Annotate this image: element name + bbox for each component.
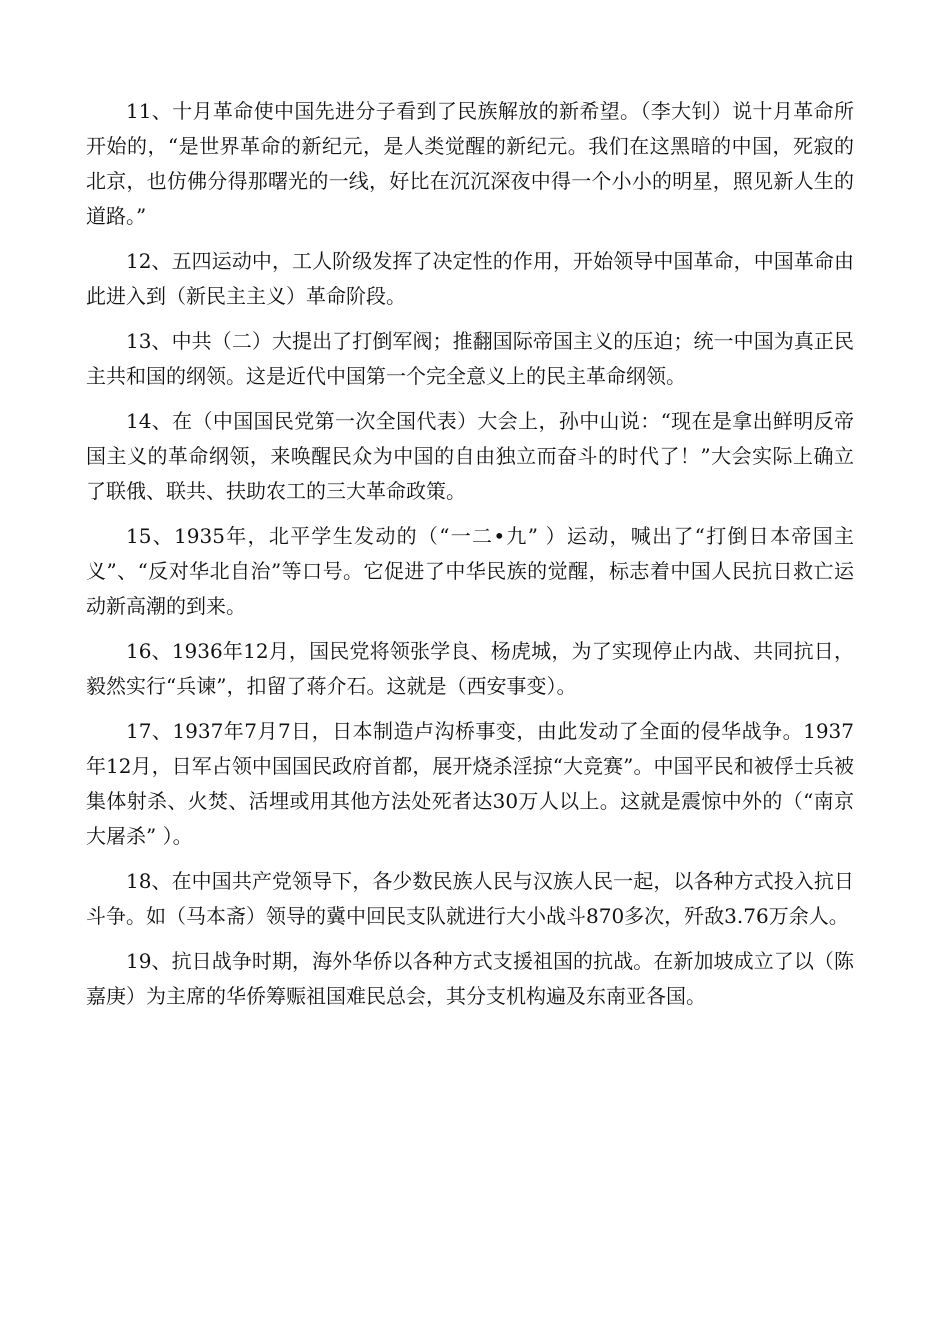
paragraph-12: 12、五四运动中，工人阶级发挥了决定性的作用，开始领导中国革命，中国革命由此进入到（新民主主义）革命阶段。: [86, 249, 854, 308]
paragraph-14: 14、在（中国国民党第一次全国代表）大会上，孙中山说：“现在是拿出鲜明反帝国主义的革命纲领，来唤醒民众为中国的自由独立而奋斗的时代了！”大会实际上确立了联俄、联共、扶助农工的三大革命政策。: [86, 409, 854, 503]
paragraph-17: 17、1937年7月7日，日本制造卢沟桥事变，由此发动了全面的侵华战争。1937年12月，日军占领中国国民政府首都，展开烧杀淫掠“大竞赛”。中国平民和被俘士兵被集体射杀、火焚、活埋或用其他方法处死者达30万人以上。这就是震惊中外的（“南京大屠杀” ）。: [86, 719, 854, 848]
document-page: [86, 94, 854, 1024]
paragraph-13: 13、中共（二）大提出了打倒军阀；推翻国际帝国主义的压迫；统一中国为真正民主共和国的纲领。这是近代中国第一个完全意义上的民主革命纲领。: [86, 329, 854, 388]
paragraph-19: 19、抗日战争时期，海外华侨以各种方式支援祖国的抗战。在新加坡成立了以（陈嘉庚）为主席的华侨筹赈祖国难民总会，其分支机构遍及东南亚各国。: [86, 949, 854, 1008]
paragraph-15: 15、1935年，北平学生发动的（“一二•九” ）运动，喊出了“打倒日本帝国主义”、“反对华北自治”等口号。它促进了中华民族的觉醒，标志着中国人民抗日救亡运动新高潮的到来。: [86, 524, 854, 618]
paragraph-16: 16、1936年12月，国民党将领张学良、杨虎城，为了实现停止内战、共同抗日，毅然实行“兵谏”，扣留了蒋介石。这就是（西安事变）。: [86, 639, 854, 698]
paragraph-18: 18、在中国共产党领导下，各少数民族人民与汉族人民一起，以各种方式投入抗日斗争。如（马本斋）领导的冀中回民支队就进行大小战斗870多次，歼敌3.76万余人。: [86, 869, 854, 928]
paragraph-11: 11、十月革命使中国先进分子看到了民族解放的新希望。（李大钊）说十月革命所开始的，“是世界革命的新纪元，是人类觉醒的新纪元。我们在这黑暗的中国，死寂的北京，也仿佛分得那曙光的一线，好比在沉沉深夜中得一个小小的明星，照见新人生的道路。”: [86, 99, 854, 228]
